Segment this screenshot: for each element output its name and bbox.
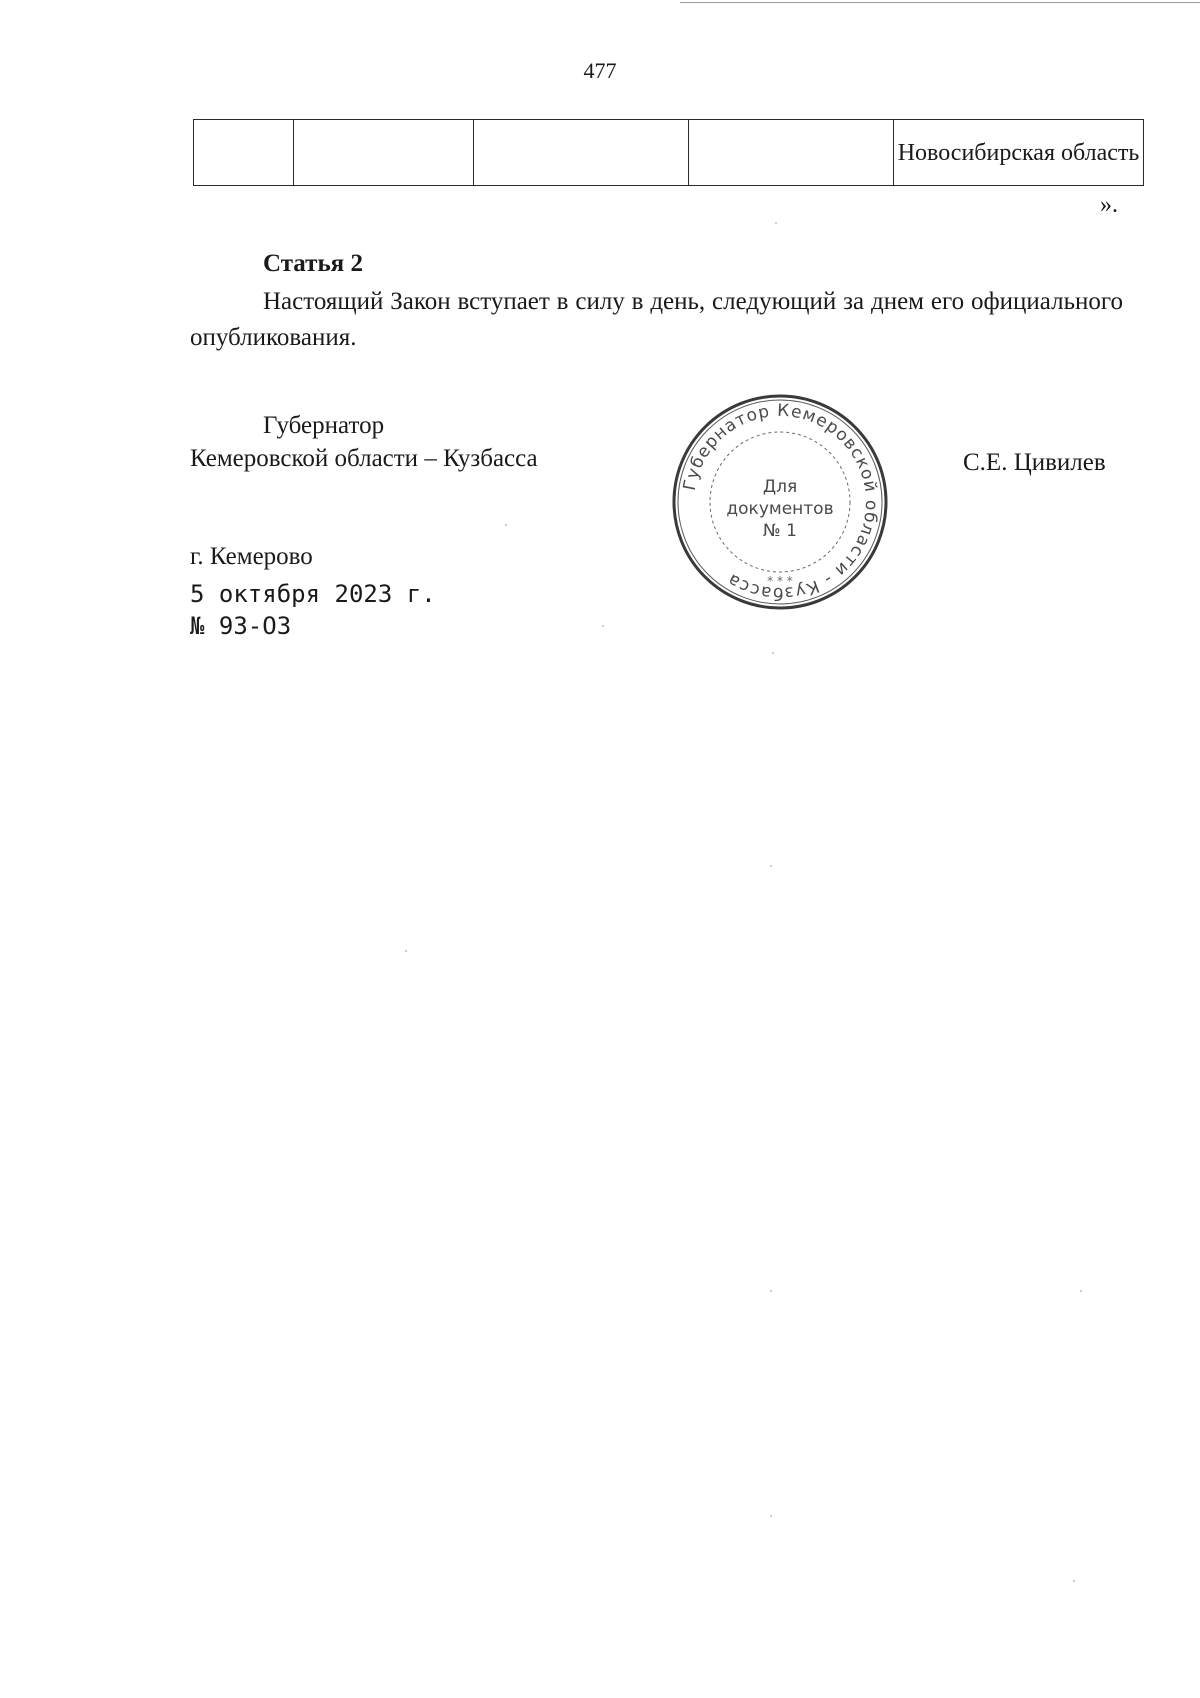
signatory-name: С.Е. Цивилев (963, 449, 1106, 476)
scan-speck (770, 865, 772, 867)
seal-ring-text: Губернатор Кемеровской области - Кузбасса (679, 400, 882, 604)
continued-table (193, 119, 1144, 186)
seal-center-line3: № 1 (763, 521, 797, 541)
document-number: № 93-ОЗ (190, 612, 292, 640)
scan-speck (505, 524, 507, 526)
scan-speck (770, 1515, 772, 1517)
table-cell (294, 120, 474, 186)
scan-speck (602, 625, 604, 627)
place-of-signing: г. Кемерово (190, 543, 313, 570)
official-seal-icon (670, 392, 890, 612)
article-text: Настоящий Закон вступает в силу в день, следующий за днем его официального опубликования. (190, 288, 1123, 351)
signing-date: 5 октября 2023 г. (190, 580, 436, 608)
signatory-title: Губернатор (263, 412, 385, 439)
table-cell (689, 120, 894, 186)
article-heading: Статья 2 (263, 250, 363, 277)
page-number: 477 (583, 58, 617, 83)
table-cell (474, 120, 689, 186)
scan-speck (1080, 1290, 1082, 1292)
scan-speck (775, 222, 777, 224)
seal-stars: * * * (767, 574, 793, 588)
closing-quote: ». (1100, 192, 1118, 218)
scan-speck (770, 1290, 772, 1292)
scan-speck (772, 652, 774, 654)
scan-speck (1073, 1580, 1075, 1582)
scan-speck (405, 950, 407, 952)
table-cell (194, 120, 294, 186)
top-edge-line (680, 2, 1200, 3)
table-row (194, 120, 1144, 186)
seal-center-line1: Для (762, 477, 798, 497)
table-cell-region: Новосибирская область (894, 120, 1144, 186)
signatory-region: Кемеровской области – Кузбасса (190, 445, 538, 472)
seal-center-line2: документов (726, 499, 834, 519)
